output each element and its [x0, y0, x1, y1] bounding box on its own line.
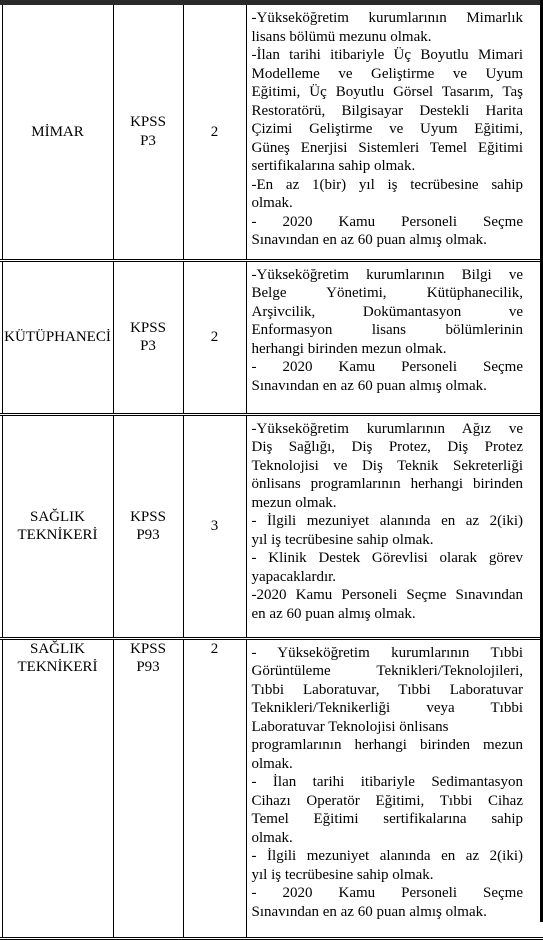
requirement-line: - Klinik Destek Görevlisi olarak görev	[251, 550, 523, 566]
requirement-line: - Yükseköğretim kurumlarının Tıbbi	[251, 644, 523, 661]
position-title-line: KÜTÜPHANECİ	[4, 328, 111, 345]
requirement-line: Modelleme ve Geliştirme ve Uyum	[251, 65, 523, 82]
requirement-line: lisans bölümü mezunu olmak.	[251, 28, 432, 45]
requirement-line: Cihazı Operatör Eğitimi, Tıbbi Cihaz	[251, 792, 523, 809]
position-title-cell	[2, 638, 113, 938]
kpss-line: KPSS	[130, 114, 166, 131]
requirement-line: programlarının herhangi birinden mezun	[251, 737, 523, 753]
table-row	[0, 260, 543, 414]
position-count-cell: 2	[183, 638, 246, 938]
requirement-line: -Yükseköğretim kurumlarının Ağız ve	[251, 420, 523, 437]
requirement-line: önlisans programlarının herhangi birinden	[251, 476, 523, 492]
requirement-line: Laboratuvar Teknolojisi önlisans	[251, 718, 449, 735]
requirements-cell	[246, 260, 543, 414]
requirements-cell	[246, 638, 543, 938]
requirement-line: Teknolojisi ve Diş Teknik Sekreterliği	[251, 457, 523, 474]
requirement-line: -Yükseköğretim kurumlarının Mimarlık	[251, 10, 523, 26]
requirement-line: -Yükseköğretim kurumlarının Bilgi ve	[251, 266, 523, 283]
requirement-line: yapacaklardır.	[251, 568, 337, 585]
requirement-line: Görüntüleme Teknikleri/Teknolojileri,	[251, 663, 523, 679]
kpss-line: P3	[140, 338, 156, 354]
requirement-line: - 2020 Kamu Personeli Seçme	[251, 885, 523, 901]
kpss-score-type-cell	[113, 5, 183, 260]
kpss-score-type-cell	[113, 260, 183, 414]
position-title-line: TEKNİKERİ	[17, 527, 98, 543]
requirement-line: - 2020 Kamu Personeli Seçme	[251, 359, 523, 375]
position-title-line: TEKNİKERİ	[17, 659, 98, 675]
requirement-line: -En az 1(bir) yıl iş tecrübesine sahip	[251, 176, 523, 193]
requirement-line: - İlgili mezuniyet alanında en az 2(iki)	[251, 513, 523, 529]
requirement-line: -2020 Kamu Personeli Seçme Sınavından	[251, 587, 523, 603]
kpss-line: P93	[136, 527, 160, 543]
table-row	[0, 638, 543, 938]
kpss-score-type-cell	[113, 414, 183, 638]
requirement-line: Temel Eğitimi sertifikalarına sahip	[251, 811, 523, 827]
requirement-line: olmak.	[251, 755, 293, 772]
position-count-cell: 3	[183, 414, 246, 638]
requirement-line: Sınavından en az 60 puan almış olmak.	[251, 377, 487, 394]
requirement-line: - 2020 Kamu Personeli Seçme	[251, 213, 523, 230]
requirements-cell	[246, 414, 543, 638]
job-requirements-table	[0, 5, 543, 940]
position-title-cell	[2, 5, 113, 260]
position-title-line: SAĞLIK	[30, 508, 85, 525]
requirement-line: - İlgili mezuniyet alanında en az 2(iki)	[251, 848, 523, 864]
position-count-cell: 2	[183, 260, 246, 414]
kpss-line: P93	[136, 659, 160, 675]
kpss-line: KPSS	[130, 640, 166, 657]
requirement-line: Eğitimi, Üç Boyutlu Görsel Tasarım, Taş	[251, 84, 523, 100]
requirements-cell	[246, 5, 543, 260]
requirement-line: Çizimi Geliştirme ve Uyum Eğitimi,	[251, 121, 523, 137]
kpss-line: KPSS	[130, 508, 166, 525]
position-title-line: SAĞLIK	[30, 640, 85, 657]
kpss-line: KPSS	[130, 319, 166, 336]
requirement-line: mezun olmak.	[251, 494, 337, 511]
position-title-line: MİMAR	[31, 123, 84, 140]
requirement-line: herhangi birinden mezun olmak.	[251, 340, 447, 357]
requirement-line: olmak.	[251, 829, 293, 846]
kpss-line: P3	[140, 132, 156, 149]
requirement-line: Restoratörü, Bilgisayar Destekli Harita	[251, 102, 523, 119]
kpss-score-type-cell	[113, 638, 183, 938]
requirement-line: yıl iş tecrübesine sahip olmak.	[251, 866, 434, 883]
requirement-line: Belge Yönetimi, Kütüphanecilik,	[251, 285, 523, 301]
requirement-line: Sınavından en az 60 puan almış olmak.	[251, 903, 487, 920]
requirement-line: Güneş Enerjisi Sistemleri Temel Eğitimi	[251, 139, 523, 156]
position-count-cell: 2	[183, 5, 246, 260]
requirement-line: olmak.	[251, 195, 293, 211]
requirement-line: Tıbbi Laboratuvar, Tıbbi Laboratuvar	[251, 681, 523, 698]
requirement-line: sertifikalarına sahip olmak.	[251, 158, 416, 174]
requirement-line: - İlan tarihi itibariyle Sedimantasyon	[251, 774, 523, 790]
position-title-cell	[2, 414, 113, 638]
requirement-line: Enformasyon lisans bölümlerinin	[251, 322, 523, 338]
position-title-cell	[2, 260, 113, 414]
requirement-line: yıl iş tecrübesine sahip olmak.	[251, 531, 434, 548]
requirement-line: en az 60 puan almış olmak.	[251, 605, 416, 622]
requirement-line: Arşivcilik, Dokümantasyon ve	[251, 303, 523, 320]
requirement-line: Teknikleri/Teknikerliği veya Tıbbi	[251, 700, 523, 716]
table-row	[0, 5, 543, 260]
table-row	[0, 414, 543, 638]
requirement-line: -İlan tarihi itibariyle Üç Boyutlu Mimari	[251, 47, 523, 63]
requirement-line: Sınavından en az 60 puan almış olmak.	[251, 232, 487, 248]
requirement-line: Diş Sağlığı, Diş Protez, Diş Protez	[251, 439, 523, 455]
